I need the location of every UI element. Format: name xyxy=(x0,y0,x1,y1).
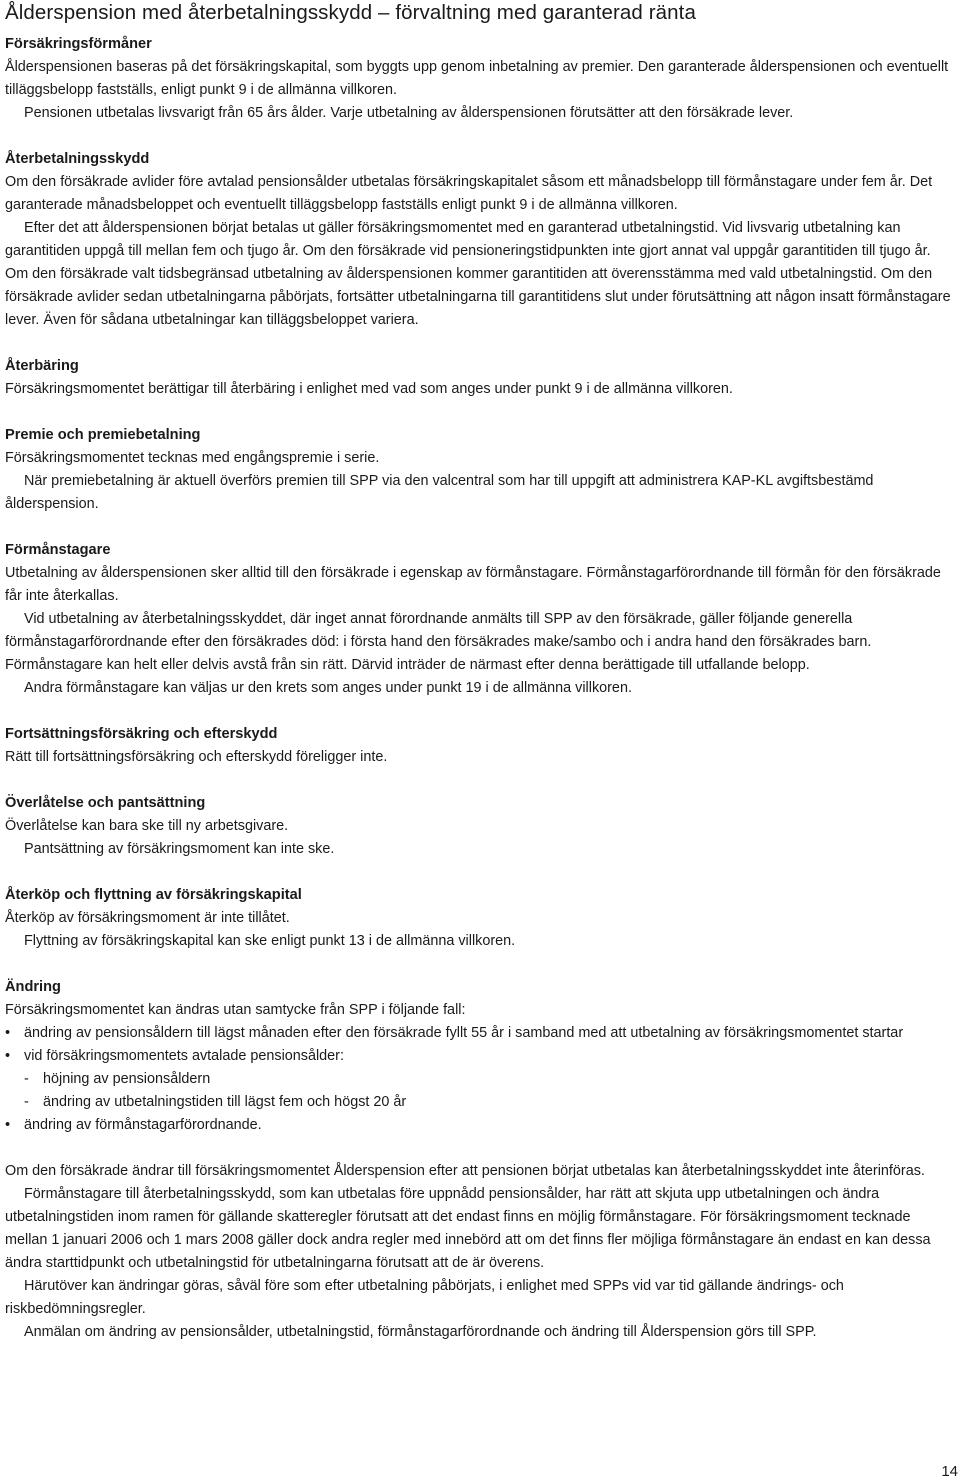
paragraph: Vid utbetalning av återbetalningsskyddet, där inget annat förordnande anmälts till SPP av den försäkrade, gäller följande generella förmånstagarförordnande efter den försäkrades död: i första hand den försäkrades make/sambo och i andra hand den försäkrades barn. Förmånstagare kan helt eller delvis avstå från sin rätt. Därvid inträder de närmast efter denna berättigade till utfallande belopp. xyxy=(5,611,872,673)
paragraph: Försäkringsmomentet kan ändras utan samtycke från SPP i följande fall: xyxy=(5,1002,466,1018)
paragraph: Förmånstagare till återbetalningsskydd, som kan utbetalas före uppnådd pensionsålder, har rätt att skjuta upp utbetalningen och ändra utbetalningstiden inom ramen för gällande skatteregler förutsatt att det endast finns en möjlig förmånstagare. För försäkringsmoment tecknade mellan 1 januari 2006 och 1 mars 2008 gäller dock andra regler med innebörd att om det finns fler möjliga förmånstagare än endast en kan dessa ändra starttidpunkt och utbetalningstid för utbetalningarna förutsatt att de är överens. xyxy=(5,1186,931,1271)
paragraph: Efter det att ålderspensionen börjat betalas ut gäller försäkringsmomentet med en garanterad utbetalningstid. Vid livsvarig utbetalning kan garantitiden uppgå till mellan fem och tjugo år. Om den försäkrade vid pensioneringstidpunkten inte gjort annat val uppgår garantitiden till tjugo år. Om den försäkrade valt tidsbegränsad utbetalning av ålderspensionen kommer garantitiden att överensstämma med vald utbetalningstid. Om den försäkrade avlider sedan utbetalningarna påbörjats, fortsätter utbetalningarna till garantitidens slut under förutsättning att någon insatt förmånstagare lever. Även för sådana utbetalningar kan tilläggsbeloppet variera. xyxy=(5,220,951,328)
section-formanstagare xyxy=(5,539,953,700)
sub-list xyxy=(24,1068,953,1114)
page-number: 14 xyxy=(941,1463,958,1480)
section-heading: Återköp och flyttning av försäkringskapital xyxy=(5,887,302,903)
dash-icon: - xyxy=(24,1071,29,1087)
paragraph: Försäkringsmomentet berättigar till återbäring i enlighet med vad som anges under punkt 9 i de allmänna villkoren. xyxy=(5,381,733,397)
paragraph: Pantsättning av försäkringsmoment kan inte ske. xyxy=(24,841,335,857)
list-item-text: ändring av utbetalningstiden till lägst fem och högst 20 år xyxy=(43,1094,407,1110)
paragraph: Utbetalning av ålderspensionen sker alltid till den försäkrade i egenskap av förmånstagare. Förmånstagarförordnande till förmån för den försäkrade får inte återkallas. xyxy=(5,565,941,604)
paragraph: Härutöver kan ändringar göras, såväl före som efter utbetalning påbörjats, i enlighet med SPPs vid var tid gällande ändrings- och riskbedömningsregler. xyxy=(5,1278,844,1317)
page-title: Ålderspension med återbetalningsskydd – förvaltning med garanterad ränta xyxy=(5,1,696,24)
document-page xyxy=(5,0,953,1344)
list-item-text: höjning av pensionsåldern xyxy=(43,1071,211,1087)
paragraph: Om den försäkrade ändrar till försäkringsmomentet Ålderspension efter att pensionen börjat utbetalas kan återbetalningsskyddet inte återinföras. xyxy=(5,1163,925,1179)
sub-list-item xyxy=(24,1091,953,1114)
section-heading: Försäkringsförmåner xyxy=(5,36,152,52)
bullet-icon: • xyxy=(5,1025,11,1041)
section-aterbaring xyxy=(5,355,953,401)
paragraph: Andra förmånstagare kan väljas ur den krets som anges under punkt 19 i de allmänna villkoren. xyxy=(24,680,632,696)
paragraph: Flyttning av försäkringskapital kan ske enligt punkt 13 i de allmänna villkoren. xyxy=(24,933,516,949)
paragraph: När premiebetalning är aktuell överförs premien till SPP via den valcentral som har till uppgift att administrera KAP-KL avgiftsbestämd ålderspension. xyxy=(5,473,874,512)
paragraph: Försäkringsmomentet tecknas med engångspremie i serie. xyxy=(5,450,380,466)
section-aterbetalningsskydd xyxy=(5,148,953,332)
section-premie xyxy=(5,424,953,516)
sub-list-item xyxy=(24,1068,953,1091)
section-heading: Premie och premiebetalning xyxy=(5,427,201,443)
section-heading: Överlåtelse och pantsättning xyxy=(5,795,206,811)
paragraph: Om den försäkrade avlider före avtalad pensionsålder utbetalas försäkringskapitalet såsom ett månadsbelopp till förmånstagare under fem år. Det garanterade månadsbeloppet och eventuellt tilläggsbelopp fastställs enligt punkt 9 i de allmänna villkoren. xyxy=(5,174,933,213)
section-heading: Återbetalningsskydd xyxy=(5,151,150,167)
list-item xyxy=(5,1022,953,1045)
bullet-icon: • xyxy=(5,1117,11,1133)
paragraph: Pensionen utbetalas livsvarigt från 65 års ålder. Varje utbetalning av ålderspensionen förutsätter att den försäkrade lever. xyxy=(24,105,794,121)
section-heading: Fortsättningsförsäkring och efterskydd xyxy=(5,726,278,742)
paragraph: Överlåtelse kan bara ske till ny arbetsgivare. xyxy=(5,818,289,834)
list-item xyxy=(5,1114,953,1137)
list-item-text: ändring av förmånstagarförordnande. xyxy=(24,1117,262,1133)
bullet-icon: • xyxy=(5,1048,11,1064)
paragraph: Ålderspensionen baseras på det försäkringskapital, som byggts upp genom inbetalning av premier. Den garanterade ålderspensionen och eventuellt tilläggsbelopp fastställs, enligt punkt 9 i de allmänna villkoren. xyxy=(5,59,949,98)
section-forsakringsformaner xyxy=(5,33,953,125)
paragraph: Rätt till fortsättningsförsäkring och efterskydd föreligger inte. xyxy=(5,749,388,765)
list-item xyxy=(5,1045,953,1114)
section-overlatelse xyxy=(5,792,953,861)
section-fortsattning xyxy=(5,723,953,769)
section-heading: Ändring xyxy=(5,979,61,995)
paragraph: Anmälan om ändring av pensionsålder, utbetalningstid, förmånstagarförordnande och ändring till Ålderspension görs till SPP. xyxy=(24,1324,817,1340)
section-heading: Återbäring xyxy=(5,358,79,374)
section-andring xyxy=(5,976,953,1344)
section-aterkop xyxy=(5,884,953,953)
list-item-text: vid försäkringsmomentets avtalade pensionsålder: xyxy=(24,1048,344,1064)
dash-icon: - xyxy=(24,1094,29,1110)
section-heading: Förmånstagare xyxy=(5,542,111,558)
list-item-text: ändring av pensionsåldern till lägst månaden efter den försäkrade fyllt 55 år i samband med att utbetalning av försäkringsmomentet startar xyxy=(24,1025,904,1041)
paragraph: Återköp av försäkringsmoment är inte tillåtet. xyxy=(5,910,290,926)
change-list xyxy=(5,1022,953,1137)
